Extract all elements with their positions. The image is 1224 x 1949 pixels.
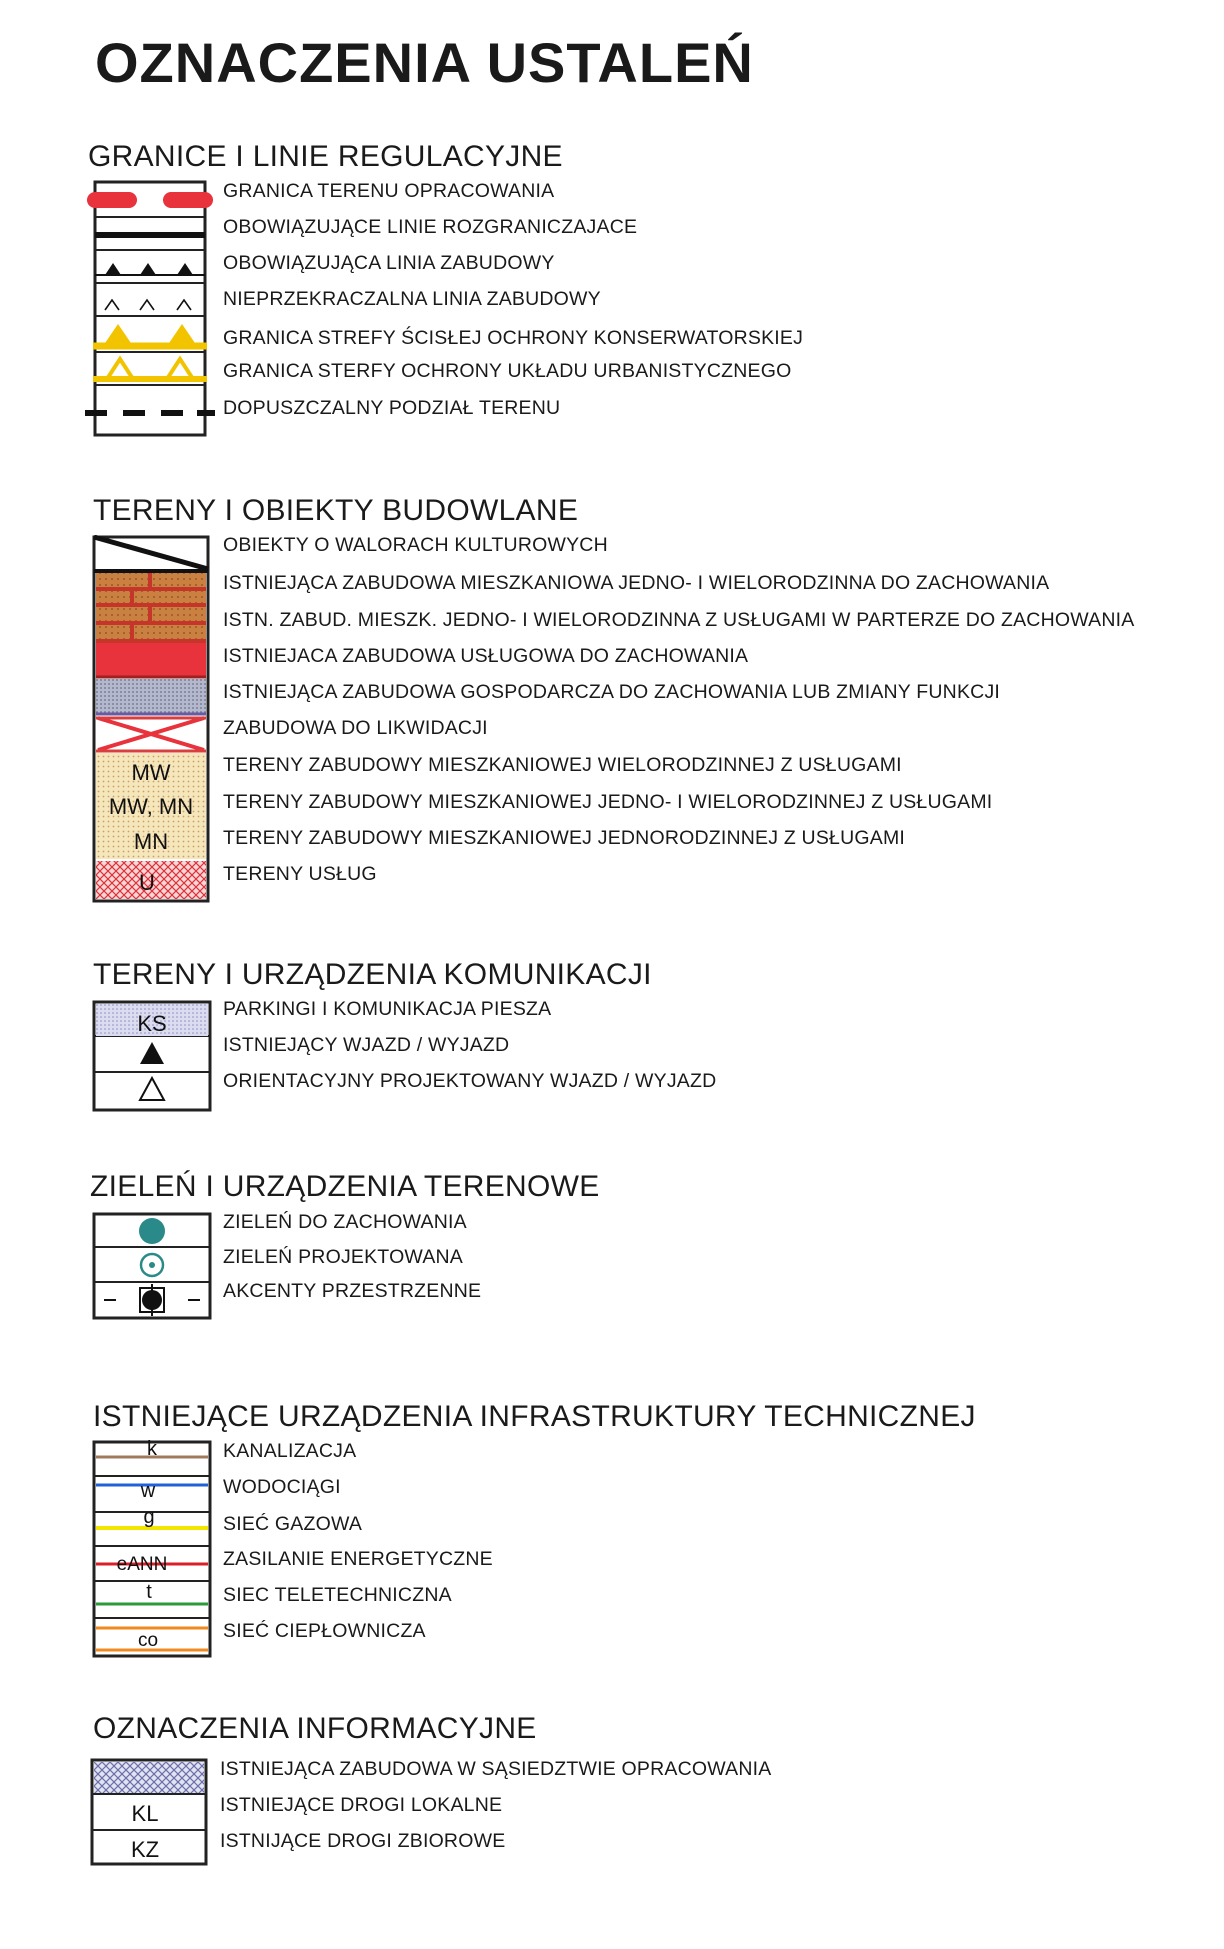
legend-item-label: ISTNIEJĄCY WJAZD / WYJAZD [223, 1034, 510, 1056]
symbol-code-k: k [147, 1440, 157, 1460]
boundaries-legend-symbols [85, 180, 215, 440]
telecom-line-symbol [96, 1581, 208, 1604]
building-areas-legend-symbols [92, 535, 212, 905]
legend-item-label: PARKINGI I KOMUNIKACJA PIESZA [223, 998, 552, 1020]
legend-item-label: GRANICA STERFY OCHRONY UKŁADU URBANISTYCZNEGO [223, 360, 792, 382]
neighbor-buildings-symbol [94, 1762, 204, 1793]
farm-buildings-symbol [96, 679, 206, 713]
symbol-code-kz: KZ [130, 1837, 160, 1862]
symbol-code-g: g [143, 1506, 155, 1528]
symbol-code-kl: KL [131, 1801, 159, 1826]
legend-item-label: WODOCIĄGI [223, 1476, 341, 1498]
urban-layout-zone-symbol [93, 359, 207, 379]
study-area-boundary-symbol [87, 192, 213, 208]
section-heading-boundaries: GRANICE I LINIE REGULACYJNE [88, 140, 563, 173]
legend-item-label: GRANICA TERENU OPRACOWANIA [223, 180, 555, 202]
legend-item-label: DOPUSZCZALNY PODZIAŁ TERENU [223, 397, 561, 419]
legend-item-label: SIEĆ GAZOWA [223, 1513, 363, 1535]
symbol-code-co: co [137, 1630, 159, 1651]
legend-item-label: GRANICA STREFY ŚCISŁEJ OCHRONY KONSERWATORSKIEJ [223, 327, 804, 349]
legend-item-label: OBIEKTY O WALORACH KULTUROWYCH [223, 534, 608, 556]
residential-keep-symbol [96, 573, 206, 605]
symbol-code-mn: MN [133, 829, 169, 854]
legend-item-label: TERENY ZABUDOWY MIESZKANIOWEJ WIELORODZINNEJ Z USŁUGAMI [223, 754, 902, 776]
symbol-code-mw: MW [131, 760, 171, 785]
symbol-code-t: t [146, 1581, 152, 1603]
legend-item-label: TERENY ZABUDOWY MIESZKANIOWEJ JEDNO- I WIELORODZINNEJ Z USŁUGAMI [223, 791, 993, 813]
greenery-keep-icon [139, 1218, 165, 1244]
legend-item-label: AKCENTY PRZESTRZENNE [223, 1280, 482, 1302]
existing-entry-icon [140, 1042, 164, 1064]
heating-line-symbol [96, 1628, 208, 1651]
legend-item-label: SIEĆ CIEPŁOWNICZA [223, 1620, 426, 1642]
legend-item-label: TERENY USŁUG [223, 863, 377, 885]
legend-item-label: OBOWIĄZUJĄCE LINIE ROZGRANICZAJACE [223, 216, 638, 238]
legend-item-label: NIEPRZEKRACZALNA LINIA ZABUDOWY [223, 288, 601, 310]
legend-item-label: ISTNIEJĄCA ZABUDOWA GOSPODARCZA DO ZACHOWANIA LUB ZMIANY FUNKCJI [223, 681, 1001, 703]
strict-conservation-zone-symbol [93, 324, 207, 346]
symbol-code-ks: KS [137, 1011, 167, 1036]
communication-legend-symbols [92, 1000, 214, 1115]
infrastructure-legend-symbols [92, 1440, 214, 1660]
obligatory-building-line-symbol [95, 263, 205, 275]
section-heading-communication: TERENY I URZĄDZENIA KOMUNIKACJI [93, 958, 652, 991]
legend-item-label: ISTNIEJĄCE DROGI LOKALNE [220, 1794, 503, 1816]
legend-item-label: OBOWIĄZUJĄCA LINIA ZABUDOWY [223, 252, 555, 274]
legend-item-label: ZIELEŃ DO ZACHOWANIA [223, 1211, 467, 1233]
symbol-code-w: w [140, 1480, 156, 1502]
page-title: OZNACZENIA USTALEŃ [95, 31, 754, 94]
spatial-accent-icon [104, 1284, 200, 1316]
greenery-legend-symbols [92, 1212, 214, 1324]
legend-item-label: TERENY ZABUDOWY MIESZKANIOWEJ JEDNORODZINNEJ Z USŁUGAMI [223, 827, 906, 849]
section-heading-infrastructure: ISTNIEJĄCE URZĄDZENIA INFRASTRUKTURY TECHNICZNEJ [93, 1400, 976, 1433]
legend-item-label: ORIENTACYJNY PROJEKTOWANY WJAZD / WYJAZD [223, 1070, 717, 1092]
legend-item-label: ISTN. ZABUD. MIESZK. JEDNO- I WIELORODZINNA Z USŁUGAMI W PARTERZE DO ZACHOWANIA [223, 609, 1135, 631]
section-heading-building-areas: TERENY I OBIEKTY BUDOWLANE [93, 494, 579, 527]
demolition-symbol [96, 718, 206, 751]
legend-item-label: ISTNIEJACA ZABUDOWA USŁUGOWA DO ZACHOWANIA [223, 645, 749, 667]
section-heading-greenery: ZIELEŃ I URZĄDZENIA TERENOWE [90, 1170, 600, 1203]
symbol-code-u: U [139, 870, 155, 895]
section-heading-informational: OZNACZENIA INFORMACYJNE [93, 1712, 537, 1745]
non-exceedable-building-line-symbol [105, 300, 191, 310]
legend-item-label: SIEC TELETECHNICZNA [223, 1584, 452, 1606]
legend-item-label: ISTNIEJĄCA ZABUDOWA MIESZKANIOWA JEDNO- I WIELORODZINNA DO ZACHOWANIA [223, 572, 1050, 594]
greenery-projected-icon [141, 1254, 163, 1276]
projected-entry-icon [140, 1078, 164, 1100]
residential-services-keep-symbol [96, 607, 206, 641]
informational-legend-symbols [90, 1758, 212, 1870]
symbol-code-mw-mn: MW, MN [108, 794, 194, 819]
legend-item-label: ISTNIJĄCE DROGI ZBIOROWE [220, 1830, 506, 1852]
water-line-symbol [96, 1480, 208, 1502]
legend-item-label: ZASILANIE ENERGETYCZNE [223, 1548, 493, 1570]
cultural-objects-symbol [94, 537, 208, 571]
services-keep-symbol [96, 643, 206, 677]
boundary-symbols-frame [95, 182, 205, 435]
gas-line-symbol [96, 1506, 208, 1528]
symbol-code-eann: eANN [116, 1554, 168, 1575]
legend-item-label: ISTNIEJĄCA ZABUDOWA W SĄSIEDZTWIE OPRACOWANIA [220, 1758, 772, 1780]
legend-item-label: KANALIZACJA [223, 1440, 357, 1462]
legend-item-label: ZABUDOWA DO LIKWIDACJI [223, 717, 488, 739]
power-line-symbol [96, 1554, 208, 1575]
legend-item-label: ZIELEŃ PROJEKTOWANA [223, 1246, 464, 1268]
